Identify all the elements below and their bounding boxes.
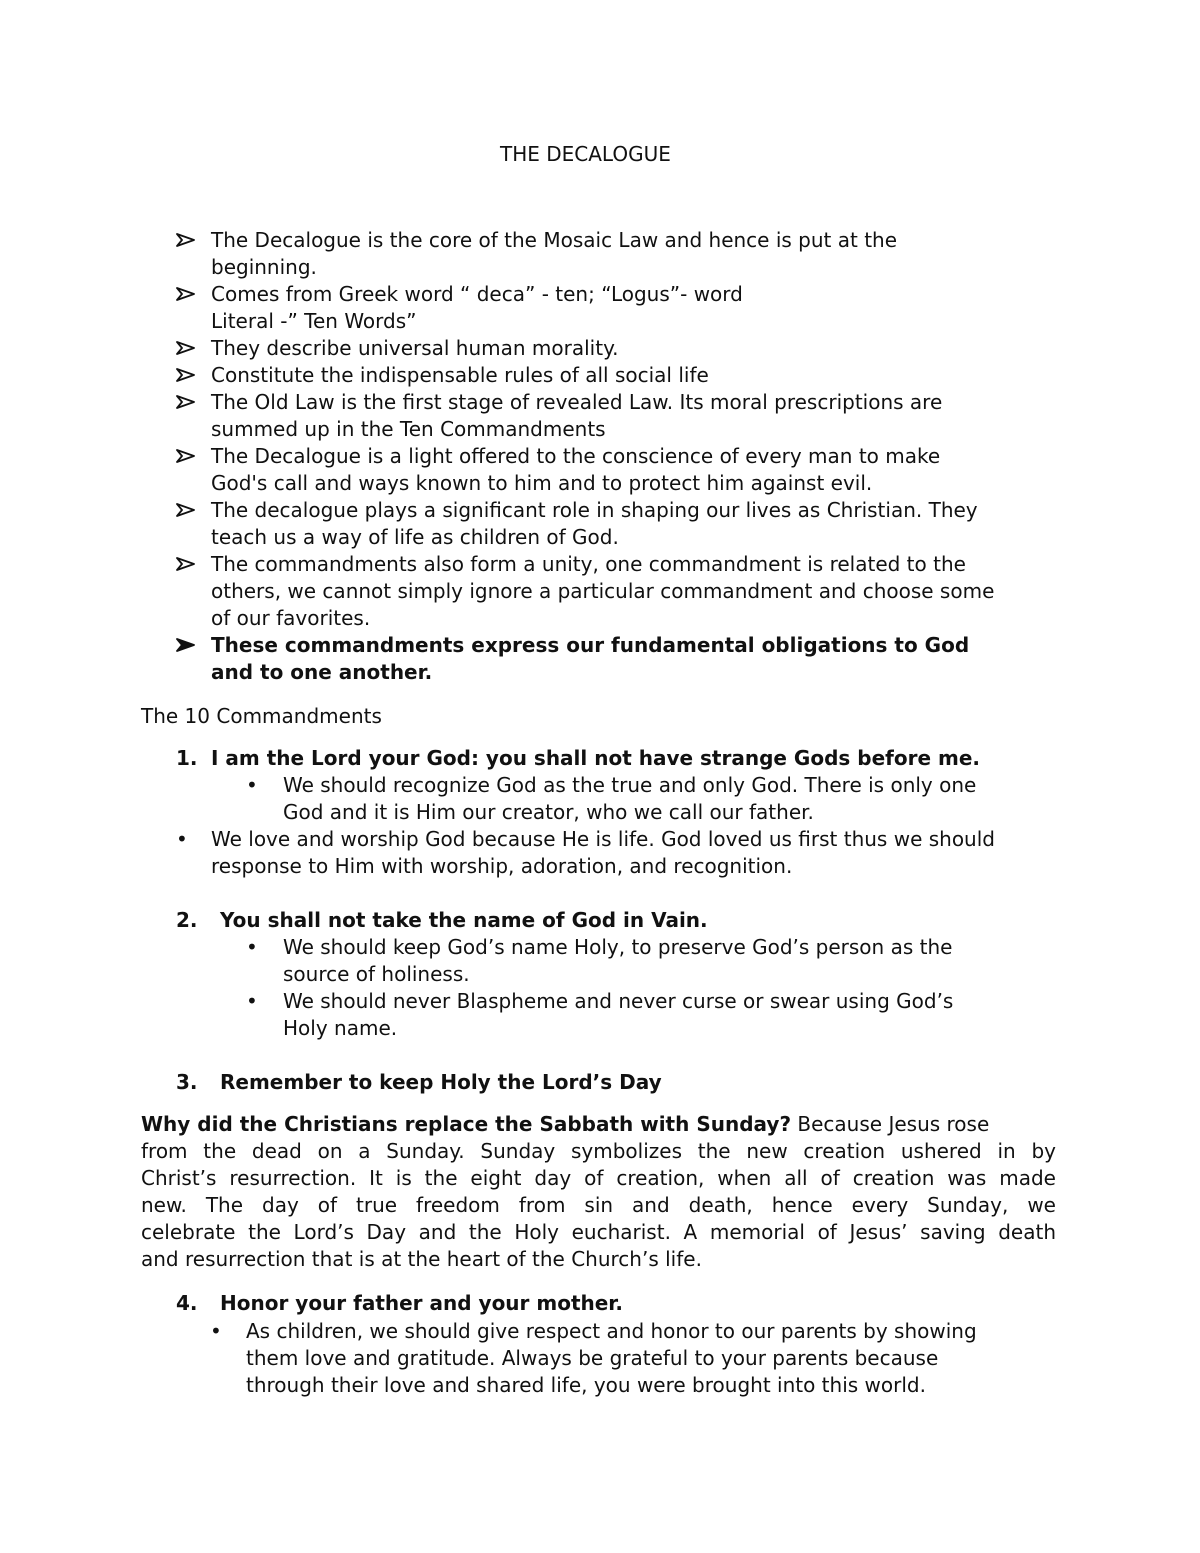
bullet-icon — [246, 934, 258, 961]
commandment-number: 3. — [176, 1070, 198, 1094]
list-item-line: God and it is Him our creator, who we call our father. — [283, 800, 814, 824]
list-item-line: The commandments also form a unity, one commandment is related to the — [211, 552, 966, 576]
list-item-line: God's call and ways known to him and to protect him against evil. — [211, 471, 873, 495]
list-item-line: We should never Blaspheme and never curse or swear using God’s — [283, 989, 954, 1013]
paragraph-first-line — [141, 1111, 989, 1138]
list-item-line: Literal -” Ten Words” — [211, 309, 417, 333]
list-item-line: response to Him with worship, adoration, and recognition. — [211, 854, 793, 878]
list-item-line: source of holiness. — [283, 962, 470, 986]
commandment-number: 2. — [176, 908, 198, 932]
list-item-line: The Old Law is the first stage of revealed Law. Its moral prescriptions are — [211, 390, 943, 414]
list-item-line: The Decalogue is a light offered to the conscience of every man to make — [211, 444, 941, 468]
list-item-line: As children, we should give respect and honor to our parents by showing — [246, 1319, 977, 1343]
list-item-line: and to one another. — [211, 660, 433, 684]
arrow-bullet-icon — [176, 497, 198, 524]
arrow-bullet-icon — [176, 281, 198, 308]
paragraph-line: Christ’s resurrection. It is the eight day of creation, when all of creation was made — [141, 1166, 1056, 1190]
paragraph-line: celebrate the Lord’s Day and the Holy eucharist. A memorial of Jesus’ saving death — [141, 1220, 1056, 1244]
list-item-line: We should recognize God as the true and only God. There is only one — [283, 773, 977, 797]
list-item-line: through their love and shared life, you were brought into this world. — [246, 1373, 926, 1397]
list-item-line: We should keep God’s name Holy, to preserve God’s person as the — [283, 935, 953, 959]
arrow-bullet-icon — [176, 443, 198, 470]
paragraph-line: from the dead on a Sunday. Sunday symbolizes the new creation ushered in by — [141, 1139, 1056, 1163]
arrow-bullet-icon — [176, 362, 198, 389]
commandment-number: 4. — [176, 1291, 198, 1315]
list-item-line: of our favorites. — [211, 606, 371, 630]
bullet-icon — [246, 988, 258, 1015]
list-item-line: teach us a way of life as children of God. — [211, 525, 619, 549]
list-item-line: them love and gratitude. Always be grateful to your parents because — [246, 1346, 939, 1370]
list-item-line: The Decalogue is the core of the Mosaic Law and hence is put at the — [211, 228, 898, 252]
list-item-line: These commandments express our fundamental obligations to God — [211, 633, 970, 657]
list-item-line: summed up in the Ten Commandments — [211, 417, 606, 441]
answer-text: Because Jesus rose — [791, 1112, 990, 1136]
bullet-icon — [176, 826, 188, 853]
list-item-line: Constitute the indispensable rules of all social life — [211, 363, 709, 387]
paragraph-line: new. The day of true freedom from sin and death, hence every Sunday, we — [141, 1193, 1056, 1217]
commandment-number: 1. — [176, 746, 198, 770]
list-item-line: We love and worship God because He is life. God loved us first thus we should — [211, 827, 995, 851]
list-item-line: others, we cannot simply ignore a particular commandment and choose some — [211, 579, 995, 603]
paragraph-line: and resurrection that is at the heart of the Church’s life. — [141, 1247, 702, 1271]
question-text: Why did the Christians replace the Sabbath with Sunday? — [141, 1112, 792, 1136]
commandment-title: Remember to keep Holy the Lord’s Day — [220, 1070, 662, 1094]
bullet-icon — [246, 772, 258, 799]
arrow-bullet-icon — [176, 227, 198, 254]
bullet-icon — [210, 1318, 222, 1345]
page-title: THE DECALOGUE — [500, 142, 671, 166]
list-item-line: beginning. — [211, 255, 317, 279]
arrow-bullet-icon — [176, 632, 198, 659]
commandment-title: Honor your father and your mother. — [220, 1291, 623, 1315]
list-item-line: Holy name. — [283, 1016, 398, 1040]
list-item-line: They describe universal human morality. — [211, 336, 619, 360]
section-heading: The 10 Commandments — [141, 704, 382, 728]
arrow-bullet-icon — [176, 389, 198, 416]
arrow-bullet-icon — [176, 551, 198, 578]
list-item-line: Comes from Greek word “ deca” - ten; “Logus”- word — [211, 282, 743, 306]
commandment-title: You shall not take the name of God in Vain. — [220, 908, 708, 932]
list-item-line: The decalogue plays a significant role in shaping our lives as Christian. They — [211, 498, 978, 522]
commandment-title: I am the Lord your God: you shall not have strange Gods before me. — [211, 746, 980, 770]
arrow-bullet-icon — [176, 335, 198, 362]
